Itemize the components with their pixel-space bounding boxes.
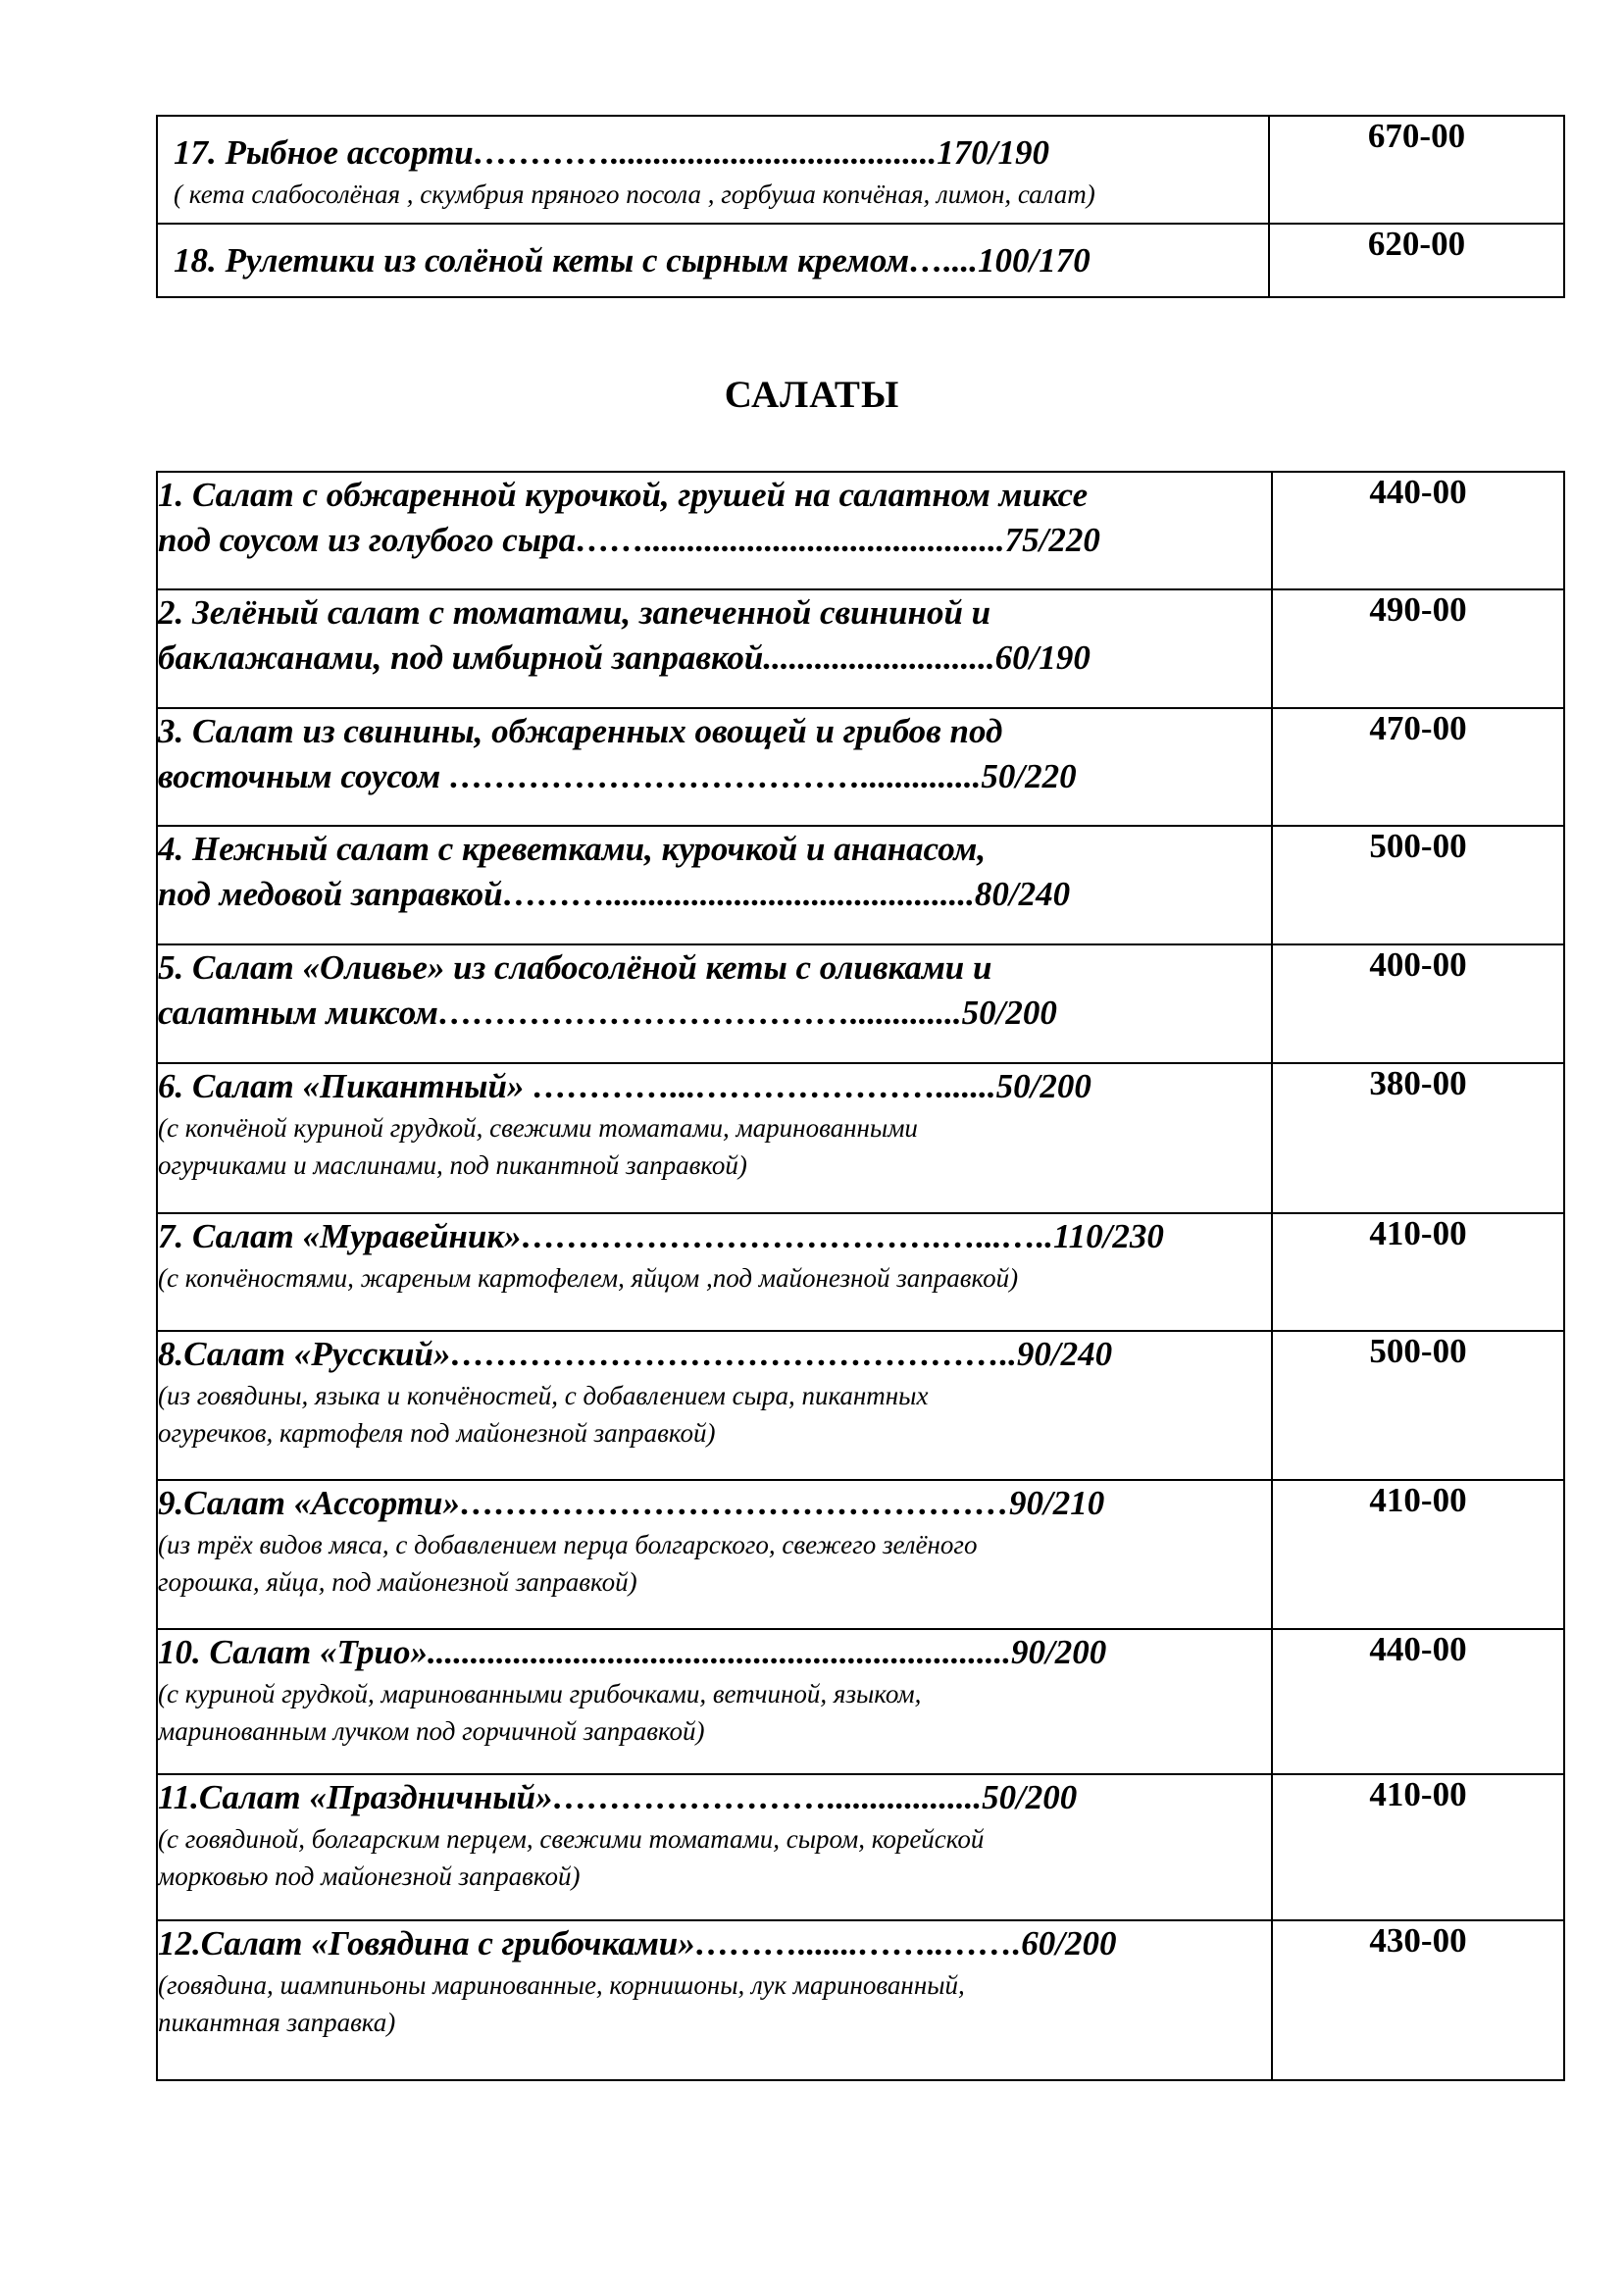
menu-row [157,224,1564,297]
menu-item-name: 11.Салат «Праздничный»……………………..................50/200 [158,1778,1078,1816]
menu-item-note: (говядина, шампиньоны маринованные, корнишоны, лук маринованный, пикантная заправка) [158,1970,965,2037]
menu-item-note: (с говядиной, болгарским перцем, свежими томатами, сыром, корейской морковью под майонезной заправкой) [158,1824,985,1891]
menu-item-price: 410-00 [1272,1213,1564,1331]
section-title-salads: САЛАТЫ [724,374,900,416]
menu-row [157,1063,1564,1213]
menu-item-price: 490-00 [1272,589,1564,708]
menu-item-price: 400-00 [1272,944,1564,1063]
menu-item-price: 410-00 [1272,1774,1564,1920]
menu-item-name: 1. Салат с обжаренной курочкой, грушей на салатном миксе под соусом из голубого сыра……..........................................75/220 [158,476,1100,559]
menu-row [157,708,1564,826]
menu-item-price: 380-00 [1272,1063,1564,1213]
menu-item-price: 500-00 [1272,1331,1564,1480]
menu-item-price: 440-00 [1272,472,1564,589]
menu-item-price: 620-00 [1269,224,1564,297]
menu-row [157,116,1564,224]
cold-appetizers-table [156,115,1565,298]
menu-row [157,1480,1564,1629]
menu-item-description [157,826,1272,944]
menu-item-description [157,1774,1272,1920]
menu-item-description [157,1480,1272,1629]
menu-row [157,1213,1564,1331]
menu-row [157,1774,1564,1920]
menu-item-description [157,708,1272,826]
menu-item-description [157,1920,1272,2080]
menu-item-note: (из говядины, языка и копчёностей, с добавлением сыра, пикантных огуречков, картофеля под майонезной заправкой) [158,1381,929,1448]
menu-row [157,1629,1564,1774]
menu-item-price: 670-00 [1269,116,1564,224]
menu-item-description [157,1331,1272,1480]
menu-item-name: 12.Салат «Говядина с грибочками»……….......……..…….60/200 [158,1924,1117,1963]
menu-item-price: 500-00 [1272,826,1564,944]
menu-row [157,472,1564,589]
menu-item-description [157,472,1272,589]
menu-row [157,1331,1564,1480]
menu-item-name: 18. Рулетики из солёной кеты с сырным кремом…....100/170 [174,241,1091,280]
menu-item-price: 470-00 [1272,708,1564,826]
menu-item-name: 5. Салат «Оливье» из слабосолёной кеты с оливками и салатным миксом……………………………….............50/200 [158,948,1057,1032]
menu-item-name: 7. Салат «Муравейник»……………………………….…...…..110/230 [158,1217,1164,1255]
menu-item-description [157,1629,1272,1774]
menu-item-name: 9.Салат «Ассорти»…………………………………………90/210 [158,1484,1105,1522]
menu-item-name: 10. Салат «Трио»....................................................................90/200 [158,1633,1107,1671]
menu-row [157,589,1564,708]
menu-item-description [157,589,1272,708]
menu-item-name: 2. Зелёный салат с томатами, запеченной свининой и баклажанами, под имбирной заправкой...........................60/190 [158,593,1091,677]
menu-row [157,826,1564,944]
menu-item-description [157,1213,1272,1331]
menu-item-description [157,224,1269,297]
menu-item-note: (из трёх видов мяса, с добавлением перца болгарского, свежего зелёного горошка, яйца, под майонезной заправкой) [158,1530,978,1597]
menu-item-name: 3. Салат из свинины, обжаренных овощей и грибов под восточным соусом ………………………………..............50/220 [158,712,1077,795]
menu-item-price: 440-00 [1272,1629,1564,1774]
menu-row [157,1920,1564,2080]
menu-item-price: 430-00 [1272,1920,1564,2080]
menu-item-note: ( кета слабосолёная , скумбрия пряного посола , горбуша копчёная, лимон, салат) [174,179,1095,209]
menu-item-name: 8.Салат «Русский»…………………………………………..90/240 [158,1335,1113,1373]
menu-item-note: (с копчёной куриной грудкой, свежими томатами, маринованными огурчиками и маслинами, под пикантной заправкой) [158,1113,918,1180]
menu-item-description [157,1063,1272,1213]
menu-item-description [157,116,1269,224]
menu-item-name: 6. Салат «Пикантный» …………...………………….......50/200 [158,1067,1091,1105]
menu-item-description [157,944,1272,1063]
menu-item-name: 17. Рыбное ассорти…………......................................170/190 [174,133,1049,172]
menu-item-note: (с копчёностями, жареным картофелем, яйцом ,под майонезной заправкой) [158,1263,1019,1293]
salads-table [156,471,1565,2081]
menu-item-price: 410-00 [1272,1480,1564,1629]
menu-row [157,944,1564,1063]
menu-item-note: (с куриной грудкой, маринованными грибочками, ветчиной, языком, маринованным лучком под горчичной заправкой) [158,1679,922,1746]
menu-item-name: 4. Нежный салат с креветками, курочкой и ананасом, под медовой заправкой………...........................................80/240 [158,830,1071,913]
